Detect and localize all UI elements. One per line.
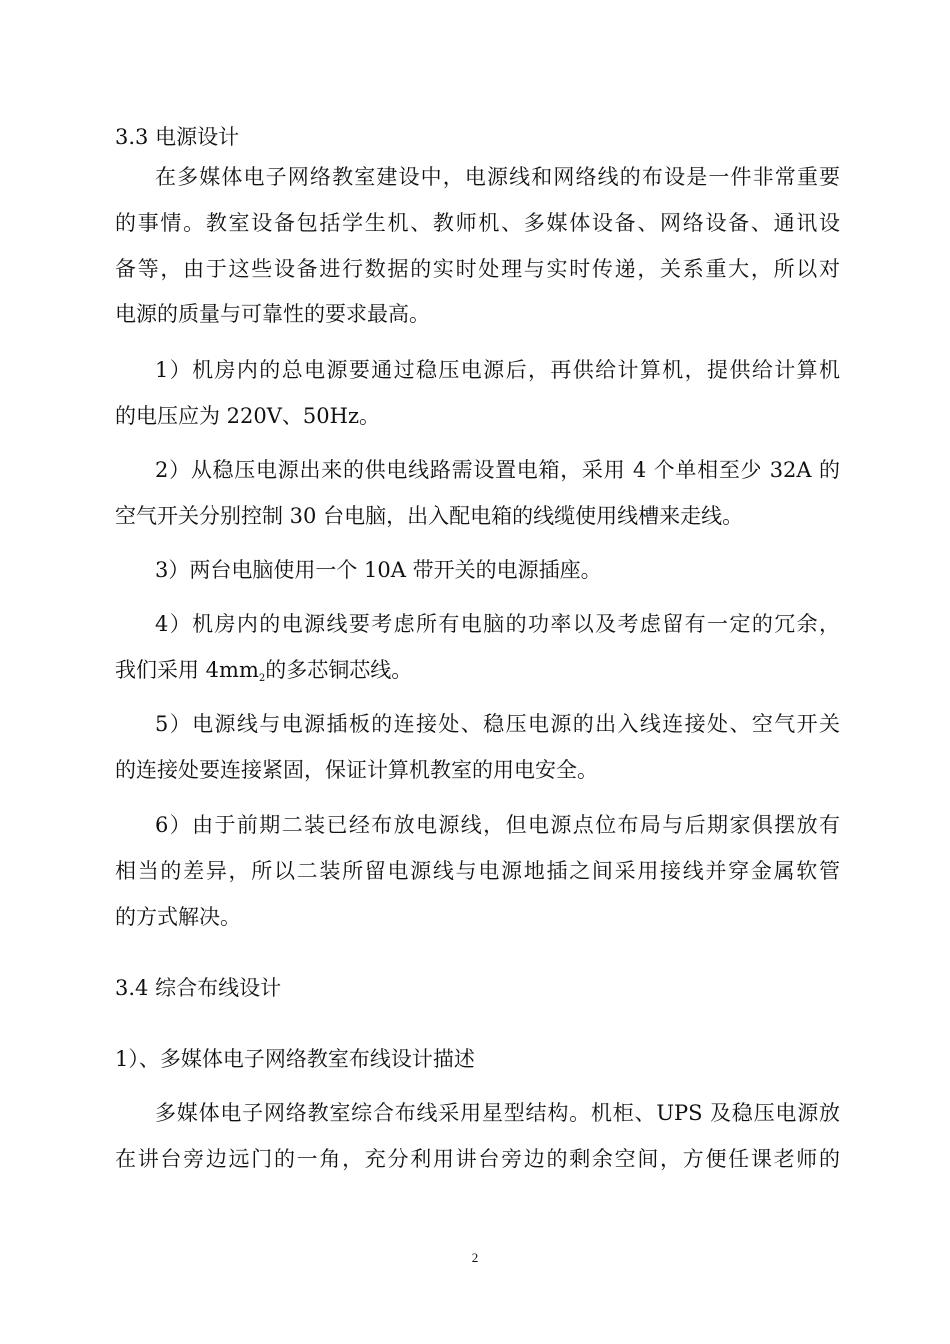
paragraph-line: 多媒体电子网络教室综合布线采用星型结构。机柜、UPS 及稳压电源放 xyxy=(155,1101,840,1125)
paragraph-line: 电源的质量与可靠性的要求最高。 xyxy=(115,302,430,326)
subheading: 1）、多媒体电子网络教室布线设计描述 xyxy=(115,1047,475,1071)
list-item-line: 的电压应为 220V、50Hz。 xyxy=(115,404,381,428)
page-number: 2 xyxy=(471,1250,479,1265)
text-segment: 的多芯铜芯线。 xyxy=(265,658,413,682)
paragraph-line: 在讲台旁边远门的一角，充分利用讲台旁边的剩余空间，方便任课老师的 xyxy=(115,1147,840,1171)
paragraph-line: 在多媒体电子网络教室建设中，电源线和网络线的布设是一件非常重要 xyxy=(155,165,840,189)
section-heading: 3.3 电源设计 xyxy=(115,125,240,149)
list-item-line: 的方式解决。 xyxy=(115,905,241,929)
list-item-line xyxy=(115,655,840,685)
list-item-line: 1）机房内的总电源要通过稳压电源后，再供给计算机，提供给计算机 xyxy=(155,358,840,382)
list-item-line: 4）机房内的电源线要考虑所有电脑的功率以及考虑留有一定的冗余， xyxy=(155,612,840,636)
list-item-line: 的连接处要连接紧固，保证计算机教室的用电安全。 xyxy=(115,758,598,782)
paragraph-line: 的事情。教室设备包括学生机、教师机、多媒体设备、网络设备、通讯设 xyxy=(115,211,840,235)
list-item-line: 空气开关分别控制 30 台电脑，出入配电箱的线缆使用线槽来走线。 xyxy=(115,504,744,528)
list-item-line: 5）电源线与电源插板的连接处、稳压电源的出入线连接处、空气开关 xyxy=(155,712,840,736)
list-item-line: 相当的差异，所以二装所留电源线与电源地插之间采用接线并穿金属软管 xyxy=(115,859,840,883)
list-item-line: 2）从稳压电源出来的供电线路需设置电箱，采用 4 个单相至少 32A 的 xyxy=(155,458,840,482)
list-item-line: 6）由于前期二装已经布放电源线，但电源点位布局与后期家俱摆放有 xyxy=(155,813,840,837)
paragraph-line: 备等，由于这些设备进行数据的实时处理与实时传递，关系重大，所以对 xyxy=(115,257,840,281)
superscript: 2 xyxy=(258,673,266,684)
list-item-line: 3）两台电脑使用一个 10A 带开关的电源插座。 xyxy=(155,558,602,582)
text-segment: 我们采用 4mm xyxy=(115,658,259,682)
section-heading: 3.4 综合布线设计 xyxy=(115,976,282,1000)
